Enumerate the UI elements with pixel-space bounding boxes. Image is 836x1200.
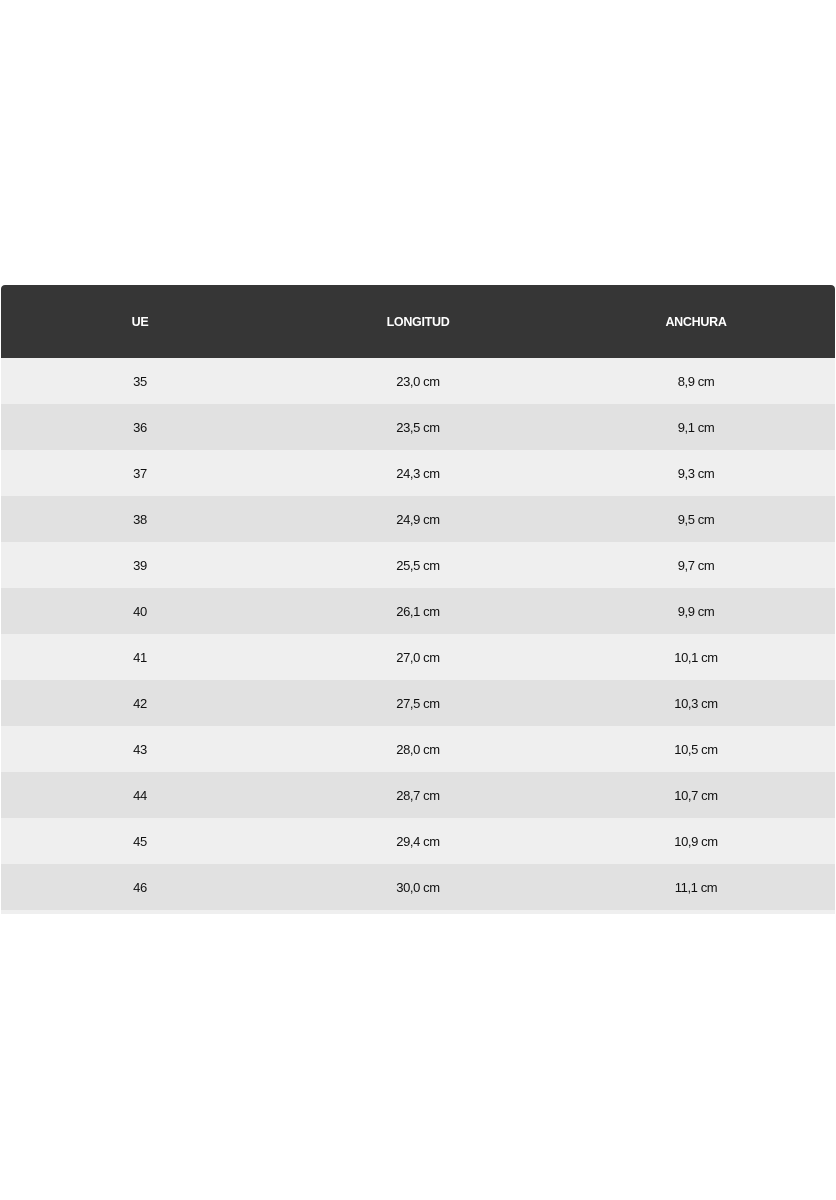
table-row (1, 496, 835, 542)
table-row (1, 818, 835, 864)
cell-longitud: 28,7 cm (396, 787, 440, 803)
cell-longitud: 29,4 cm (396, 833, 440, 849)
size-table (1, 285, 835, 914)
cell-longitud: 26,1 cm (396, 603, 440, 619)
table-row (1, 404, 835, 450)
header-longitud: LONGITUD (386, 314, 450, 329)
table-header (1, 285, 835, 358)
cell-longitud: 23,5 cm (396, 419, 440, 435)
cell-anchura: 9,1 cm (677, 419, 715, 435)
table-row (1, 864, 835, 910)
table-row (1, 726, 835, 772)
cell-anchura: 9,7 cm (677, 557, 715, 573)
cell-anchura: 9,3 cm (677, 465, 715, 481)
cell-ue: 43 (133, 741, 147, 757)
cell-longitud: 25,5 cm (396, 557, 440, 573)
cell-anchura: 9,9 cm (677, 603, 715, 619)
table-row (1, 542, 835, 588)
cell-anchura: 10,7 cm (674, 787, 718, 803)
cell-longitud: 24,3 cm (396, 465, 440, 481)
cell-ue: 37 (133, 465, 147, 481)
table-bottom-edge (1, 910, 835, 914)
cell-ue: 45 (133, 833, 147, 849)
cell-anchura: 9,5 cm (677, 511, 715, 527)
cell-ue: 38 (133, 511, 147, 527)
cell-anchura: 10,9 cm (674, 833, 718, 849)
cell-longitud: 24,9 cm (396, 511, 440, 527)
table-body (1, 358, 835, 910)
table-row (1, 680, 835, 726)
table-row (1, 450, 835, 496)
cell-ue: 46 (133, 879, 147, 895)
header-ue: UE (131, 314, 149, 329)
cell-anchura: 10,3 cm (674, 695, 718, 711)
cell-ue: 35 (133, 373, 147, 389)
cell-anchura: 10,1 cm (674, 649, 718, 665)
cell-longitud: 27,0 cm (396, 649, 440, 665)
cell-ue: 41 (133, 649, 147, 665)
table-row (1, 634, 835, 680)
cell-ue: 39 (133, 557, 147, 573)
cell-anchura: 8,9 cm (677, 373, 715, 389)
cell-longitud: 30,0 cm (396, 879, 440, 895)
cell-longitud: 28,0 cm (396, 741, 440, 757)
table-row (1, 772, 835, 818)
table-row (1, 588, 835, 634)
cell-anchura: 11,1 cm (674, 879, 718, 895)
cell-longitud: 23,0 cm (396, 373, 440, 389)
cell-longitud: 27,5 cm (396, 695, 440, 711)
cell-ue: 44 (133, 787, 147, 803)
header-anchura: ANCHURA (665, 314, 727, 329)
cell-anchura: 10,5 cm (674, 741, 718, 757)
cell-ue: 40 (133, 603, 147, 619)
table-row (1, 358, 835, 404)
cell-ue: 42 (133, 695, 147, 711)
cell-ue: 36 (133, 419, 147, 435)
